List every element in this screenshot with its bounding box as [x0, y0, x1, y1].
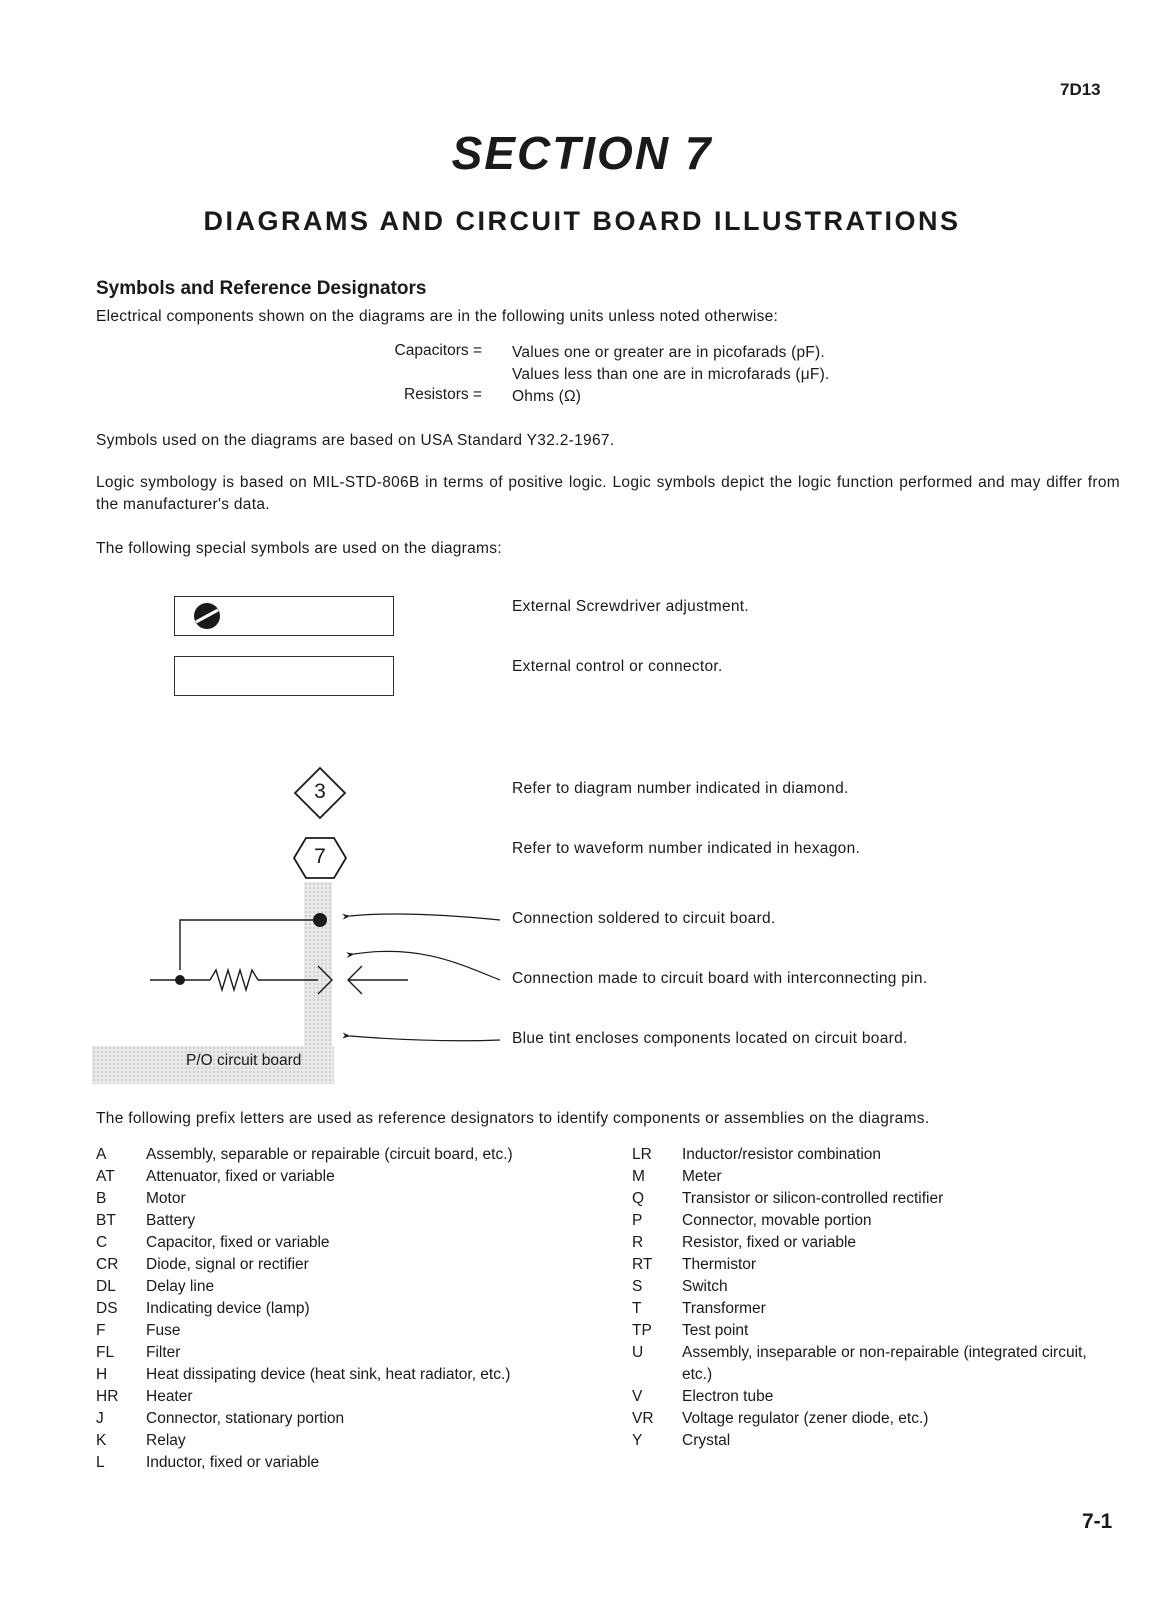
- designator-code: AT: [96, 1168, 115, 1185]
- designator-row: [632, 1320, 1102, 1342]
- capacitors-line-1: Values one or greater are in picofarads (pF).: [512, 344, 825, 361]
- designator-code: L: [96, 1454, 105, 1471]
- designator-desc: Relay: [146, 1432, 186, 1449]
- designator-desc: Connector, stationary portion: [146, 1410, 345, 1427]
- designator-row: [632, 1408, 1102, 1430]
- designator-code: CR: [96, 1256, 119, 1273]
- designator-desc: Indicating device (lamp): [146, 1300, 310, 1317]
- designator-row: [632, 1298, 1102, 1320]
- designator-desc: Capacitor, fixed or variable: [146, 1234, 330, 1251]
- designator-desc: Switch: [682, 1278, 728, 1295]
- designator-desc: Resistor, fixed or variable: [682, 1234, 857, 1251]
- external-description: External control or connector.: [512, 658, 723, 675]
- designator-row: [632, 1430, 1102, 1452]
- resistor-zigzag: [210, 970, 258, 990]
- heading: Symbols and Reference Designators: [96, 278, 427, 299]
- board-caption: P/O circuit board: [186, 1052, 302, 1069]
- designator-desc: Voltage regulator (zener diode, etc.): [682, 1410, 929, 1427]
- page-number: 7-1: [1082, 1510, 1113, 1533]
- circuit-wiring: [150, 920, 408, 994]
- designator-code: Y: [632, 1432, 643, 1449]
- designator-code: TP: [632, 1322, 652, 1339]
- designator-desc: Crystal: [682, 1432, 731, 1449]
- designator-code: DS: [96, 1300, 118, 1317]
- pin-arrow: [354, 951, 500, 980]
- designator-code: HR: [96, 1388, 119, 1405]
- tint-arrow: [350, 1036, 500, 1041]
- section-subtitle: DIAGRAMS AND CIRCUIT BOARD ILLUSTRATIONS: [203, 206, 961, 236]
- designator-desc: Heat dissipating device (heat sink, heat radiator, etc.): [146, 1366, 511, 1383]
- designator-desc: Filter: [146, 1344, 181, 1361]
- standard-note: Symbols used on the diagrams are based on USA Standard Y32.2-1967.: [96, 432, 615, 449]
- designator-code: RT: [632, 1256, 653, 1273]
- special-symbols-intro: The following special symbols are used on the diagrams:: [96, 540, 502, 557]
- model-number: 7D13: [1060, 80, 1101, 99]
- designator-row: [96, 1320, 616, 1342]
- designator-row: [632, 1276, 1102, 1298]
- tint-description: Blue tint encloses components located on circuit board.: [512, 1030, 908, 1047]
- resistors-value: Ohms (Ω): [512, 388, 582, 405]
- designator-desc: Fuse: [146, 1322, 181, 1339]
- designator-desc: Battery: [146, 1212, 196, 1229]
- designator-code: BT: [96, 1212, 116, 1229]
- designator-code: T: [632, 1300, 642, 1317]
- designator-row: [96, 1386, 616, 1408]
- designator-row: [96, 1254, 616, 1276]
- hexagon-description: Refer to waveform number indicated in hexagon.: [512, 840, 861, 857]
- designator-desc: Connector, movable portion: [682, 1212, 872, 1229]
- designator-row: [96, 1364, 616, 1386]
- section-title: SECTION 7: [451, 127, 713, 179]
- designator-code: R: [632, 1234, 644, 1251]
- designator-row: [632, 1144, 1102, 1166]
- designator-desc: Heater: [146, 1388, 193, 1405]
- designator-desc: Delay line: [146, 1278, 215, 1295]
- designator-code: LR: [632, 1146, 652, 1163]
- designator-desc: Assembly, inseparable or non-repairable (integrated circuit, etc.): [682, 1344, 1087, 1383]
- designator-row: [96, 1276, 616, 1298]
- resistors-label: Resistors =: [404, 386, 482, 403]
- designator-desc: Transistor or silicon-controlled rectifier: [682, 1190, 944, 1207]
- designator-code: FL: [96, 1344, 115, 1361]
- designator-desc: Assembly, separable or repairable (circuit board, etc.): [146, 1146, 513, 1163]
- designator-code: J: [96, 1410, 104, 1427]
- designator-code: VR: [632, 1410, 654, 1427]
- units-intro: Electrical components shown on the diagrams are in the following units unless noted otherwise:: [96, 308, 779, 325]
- prefix-intro: The following prefix letters are used as reference designators to identify components or assemblies on the diagrams.: [96, 1110, 930, 1127]
- designator-row: [96, 1232, 616, 1254]
- pin-description: Connection made to circuit board with interconnecting pin.: [512, 970, 928, 987]
- designator-row: [632, 1210, 1102, 1232]
- designator-row: [632, 1342, 1102, 1386]
- designator-row: [96, 1210, 616, 1232]
- designator-desc: Inductor/resistor combination: [682, 1146, 882, 1163]
- designator-row: [96, 1408, 616, 1430]
- logic-note: Logic symbology is based on MIL-STD-806B in terms of positive logic. Logic symbols depict the logic function performed and may differ from the manufacturer's data.: [96, 474, 1120, 513]
- designator-row: [96, 1342, 616, 1364]
- designator-row: [96, 1452, 616, 1474]
- designators-right-list: [632, 1144, 1102, 1452]
- designators-left-list: [96, 1144, 616, 1474]
- designator-desc: Electron tube: [682, 1388, 774, 1405]
- designator-row: [632, 1232, 1102, 1254]
- designator-desc: Motor: [146, 1190, 186, 1207]
- designator-desc: Diode, signal or rectifier: [146, 1256, 309, 1273]
- designator-row: [96, 1166, 616, 1188]
- soldered-arrow: [350, 914, 500, 920]
- hexagon-number: 7: [314, 845, 326, 868]
- designator-row: [96, 1298, 616, 1320]
- designator-code: P: [632, 1212, 643, 1229]
- designator-code: A: [96, 1146, 107, 1163]
- designator-desc: Inductor, fixed or variable: [146, 1454, 320, 1471]
- capacitors-line-2: Values less than one are in microfarads (μF).: [512, 366, 830, 383]
- designator-row: [632, 1386, 1102, 1408]
- designator-code: Q: [632, 1190, 645, 1207]
- designator-code: V: [632, 1388, 643, 1405]
- designator-code: H: [96, 1366, 108, 1383]
- solder-point-dot: [313, 913, 327, 927]
- designator-desc: Attenuator, fixed or variable: [146, 1168, 335, 1185]
- solder-node-dot: [175, 975, 185, 985]
- designator-desc: Transformer: [682, 1300, 766, 1317]
- designator-code: M: [632, 1168, 645, 1185]
- diamond-number: 3: [314, 780, 326, 803]
- designator-desc: Test point: [682, 1322, 749, 1339]
- designator-row: [96, 1430, 616, 1452]
- designator-row: [632, 1166, 1102, 1188]
- designator-code: K: [96, 1432, 107, 1449]
- designator-row: [96, 1188, 616, 1210]
- capacitors-label: Capacitors =: [394, 342, 482, 359]
- designator-code: U: [632, 1344, 644, 1361]
- soldered-description: Connection soldered to circuit board.: [512, 910, 776, 927]
- designator-desc: Thermistor: [682, 1256, 757, 1273]
- designator-code: F: [96, 1322, 106, 1339]
- designator-code: B: [96, 1190, 107, 1207]
- designator-desc: Meter: [682, 1168, 722, 1185]
- designator-code: S: [632, 1278, 643, 1295]
- designator-code: C: [96, 1234, 108, 1251]
- screwdriver-description: External Screwdriver adjustment.: [512, 598, 750, 615]
- diamond-description: Refer to diagram number indicated in diamond.: [512, 780, 849, 797]
- designator-row: [632, 1254, 1102, 1276]
- designator-code: DL: [96, 1278, 116, 1295]
- designator-row: [96, 1144, 616, 1166]
- designator-row: [632, 1188, 1102, 1210]
